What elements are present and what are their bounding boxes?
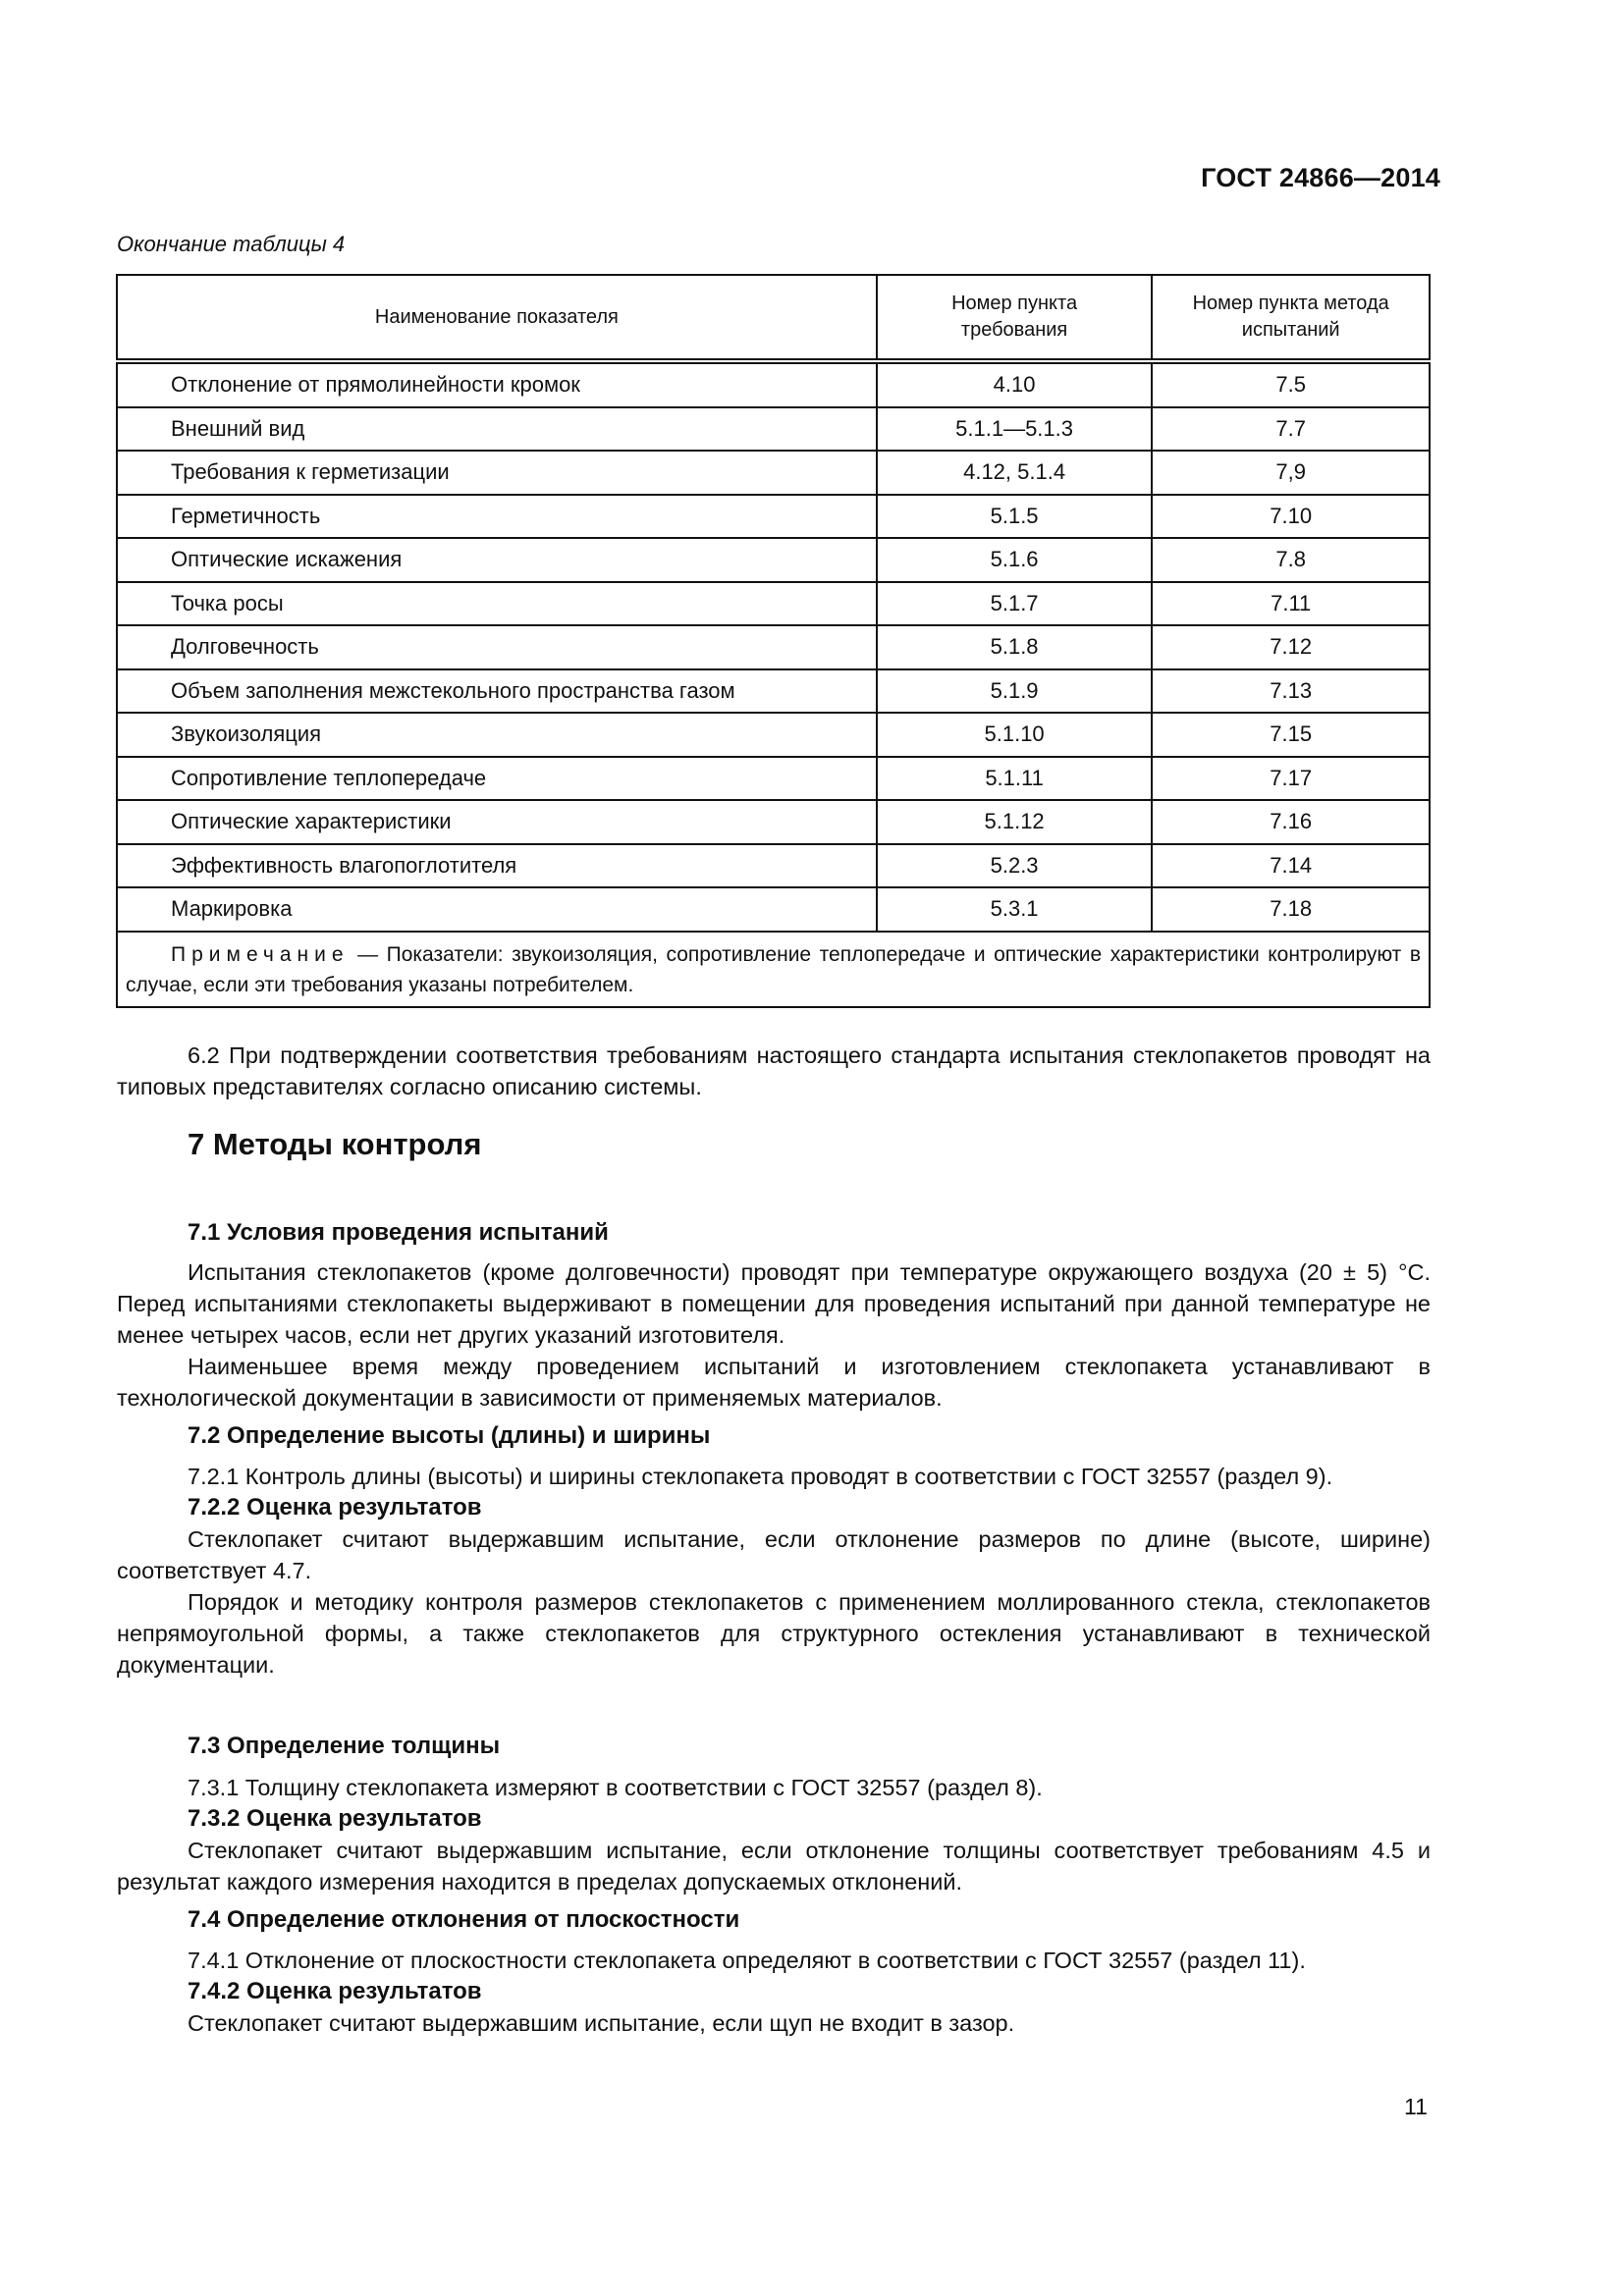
note-text: — Показатели: звукоизоляция, сопротивление теплопередаче и оптические характеристики контролируют в случае, если эти требования указаны потребителем. (126, 942, 1421, 996)
indicator-name: Долговечность (117, 625, 877, 669)
indicators-table (116, 274, 1431, 1008)
requirement-number: 5.3.1 (877, 887, 1153, 932)
requirement-number: 5.1.7 (877, 582, 1153, 626)
method-number: 7.10 (1152, 495, 1430, 539)
method-number: 7.11 (1152, 582, 1430, 626)
table-row (117, 495, 1430, 539)
requirement-number: 5.1.8 (877, 625, 1153, 669)
paragraph: Стеклопакет считают выдержавшим испытание, если отклонение толщины соответствует требованиям 4.5 и результат каждого измерения находится в пределах допускаемых отклонений. (117, 1838, 1431, 1895)
table-row (117, 713, 1430, 757)
subsection-title: 7.4 Определение отклонения от плоскостности (188, 1906, 740, 1933)
paragraph: Стеклопакет считают выдержавшим испытание, если отклонение размеров по длине (высоте, ширине) соответствует 4.7. (117, 1526, 1431, 1583)
page-number: 11 (1404, 2094, 1428, 2119)
subsection-title: 7.1 Условия проведения испытаний (188, 1219, 609, 1246)
method-number: 7.12 (1152, 625, 1430, 669)
table-row (117, 800, 1430, 844)
requirement-number: 5.1.12 (877, 800, 1153, 844)
requirement-number: 5.1.6 (877, 538, 1153, 582)
requirement-number: 5.2.3 (877, 844, 1153, 888)
method-number: 7.14 (1152, 844, 1430, 888)
subsection-title: 7.3 Определение толщины (188, 1733, 501, 1759)
method-number: 7.17 (1152, 757, 1430, 801)
requirement-number: 5.1.1—5.1.3 (877, 407, 1153, 452)
subsection-title: 7.4.2 Оценка результатов (188, 1978, 482, 2004)
method-number: 7,9 (1152, 451, 1430, 495)
paragraph: Стеклопакет считают выдержавшим испытание, если щуп не входит в зазор. (188, 2010, 1015, 2036)
subsection-7-4-body (117, 1945, 1431, 2039)
table-row (117, 669, 1430, 714)
subsection-7-3-body (117, 1772, 1431, 1897)
method-number: 7.7 (1152, 407, 1430, 452)
indicator-name: Объем заполнения межстекольного пространства газом (117, 669, 877, 714)
method-number: 7.13 (1152, 669, 1430, 714)
indicator-name: Сопротивление теплопередаче (117, 757, 877, 801)
subsection-7-4 (117, 1904, 1431, 1936)
requirement-number: 5.1.9 (877, 669, 1153, 714)
section-7-title (117, 1129, 1431, 1160)
subsection-7-2 (117, 1420, 1431, 1452)
indicator-name: Герметичность (117, 495, 877, 539)
paragraph: 7.4.1 Отклонение от плоскостности стеклопакета определяют в соответствии с ГОСТ 32557 (раздел 11). (188, 1948, 1306, 1973)
table-row (117, 451, 1430, 495)
table-caption: Окончание таблицы 4 (117, 232, 346, 256)
paragraph: Порядок и методику контроля размеров стеклопакетов с применением моллированного стекла, стеклопакетов непрямоугольной формы, а также стеклопакетов для структурного остекления устанавливают в технической документации. (117, 1589, 1431, 1678)
table-row (117, 757, 1430, 801)
paragraph: Испытания стеклопакетов (кроме долговечности) проводят при температуре окружающего воздуха (20 ± 5) °С. Перед испытаниями стеклопакеты выдерживают в помещении для проведения испытаний при данной температуре не менее четырех часов, если нет других указаний изготовителя. (117, 1259, 1431, 1348)
note-label: Примечание (171, 942, 350, 966)
indicator-name: Эффективность влагопоглотителя (117, 844, 877, 888)
subsection-title: 7.3.2 Оценка результатов (188, 1805, 482, 1832)
indicator-name: Оптические искажения (117, 538, 877, 582)
requirement-number: 5.1.11 (877, 757, 1153, 801)
paragraph: Наименьшее время между проведением испытаний и изготовлением стеклопакета устанавливают в технологической документации в зависимости от применяемых материалов. (117, 1354, 1431, 1411)
clause-6-2 (117, 1040, 1431, 1102)
requirement-number: 4.10 (877, 361, 1153, 407)
indicator-name: Звукоизоляция (117, 713, 877, 757)
paragraph: 6.2 При подтверждении соответствия требованиям настоящего стандарта испытания стеклопакетов проводят на типовых представителях согласно описанию системы. (117, 1042, 1431, 1099)
section-title: 7 Методы контроля (188, 1127, 482, 1161)
column-header-method: Номер пункта метода испытаний (1152, 275, 1430, 361)
indicator-name: Внешний вид (117, 407, 877, 452)
indicator-name: Точка росы (117, 582, 877, 626)
table-note-row (117, 932, 1430, 1007)
indicator-name: Отклонение от прямолинейности кромок (117, 361, 877, 407)
table-row (117, 887, 1430, 932)
method-number: 7.18 (1152, 887, 1430, 932)
requirement-number: 4.12, 5.1.4 (877, 451, 1153, 495)
subsection-7-2-body (117, 1461, 1431, 1681)
requirement-number: 5.1.10 (877, 713, 1153, 757)
paragraph: 7.2.1 Контроль длины (высоты) и ширины стеклопакета проводят в соответствии с ГОСТ 32557 (раздел 9). (188, 1464, 1333, 1489)
method-number: 7.5 (1152, 361, 1430, 407)
table-row (117, 844, 1430, 888)
table-note (117, 932, 1430, 1007)
subsection-7-3 (117, 1731, 1431, 1762)
subsection-title: 7.2.2 Оценка результатов (188, 1494, 482, 1521)
subsection-7-1-body (117, 1256, 1431, 1414)
table-header-row (117, 275, 1430, 361)
column-header-requirement: Номер пункта требования (877, 275, 1153, 361)
method-number: 7.15 (1152, 713, 1430, 757)
indicator-name: Маркировка (117, 887, 877, 932)
table-row (117, 538, 1430, 582)
document-code: ГОСТ 24866—2014 (1201, 163, 1440, 192)
requirement-number: 5.1.5 (877, 495, 1153, 539)
paragraph: 7.3.1 Толщину стеклопакета измеряют в соответствии с ГОСТ 32557 (раздел 8). (188, 1775, 1043, 1800)
indicator-name: Требования к герметизации (117, 451, 877, 495)
column-header-indicator: Наименование показателя (117, 275, 877, 361)
table-row (117, 582, 1430, 626)
table-row (117, 361, 1430, 407)
indicator-name: Оптические характеристики (117, 800, 877, 844)
table-row (117, 407, 1430, 452)
subsection-title: 7.2 Определение высоты (длины) и ширины (188, 1422, 711, 1449)
method-number: 7.8 (1152, 538, 1430, 582)
subsection-7-1 (117, 1217, 1431, 1249)
table-row (117, 625, 1430, 669)
method-number: 7.16 (1152, 800, 1430, 844)
